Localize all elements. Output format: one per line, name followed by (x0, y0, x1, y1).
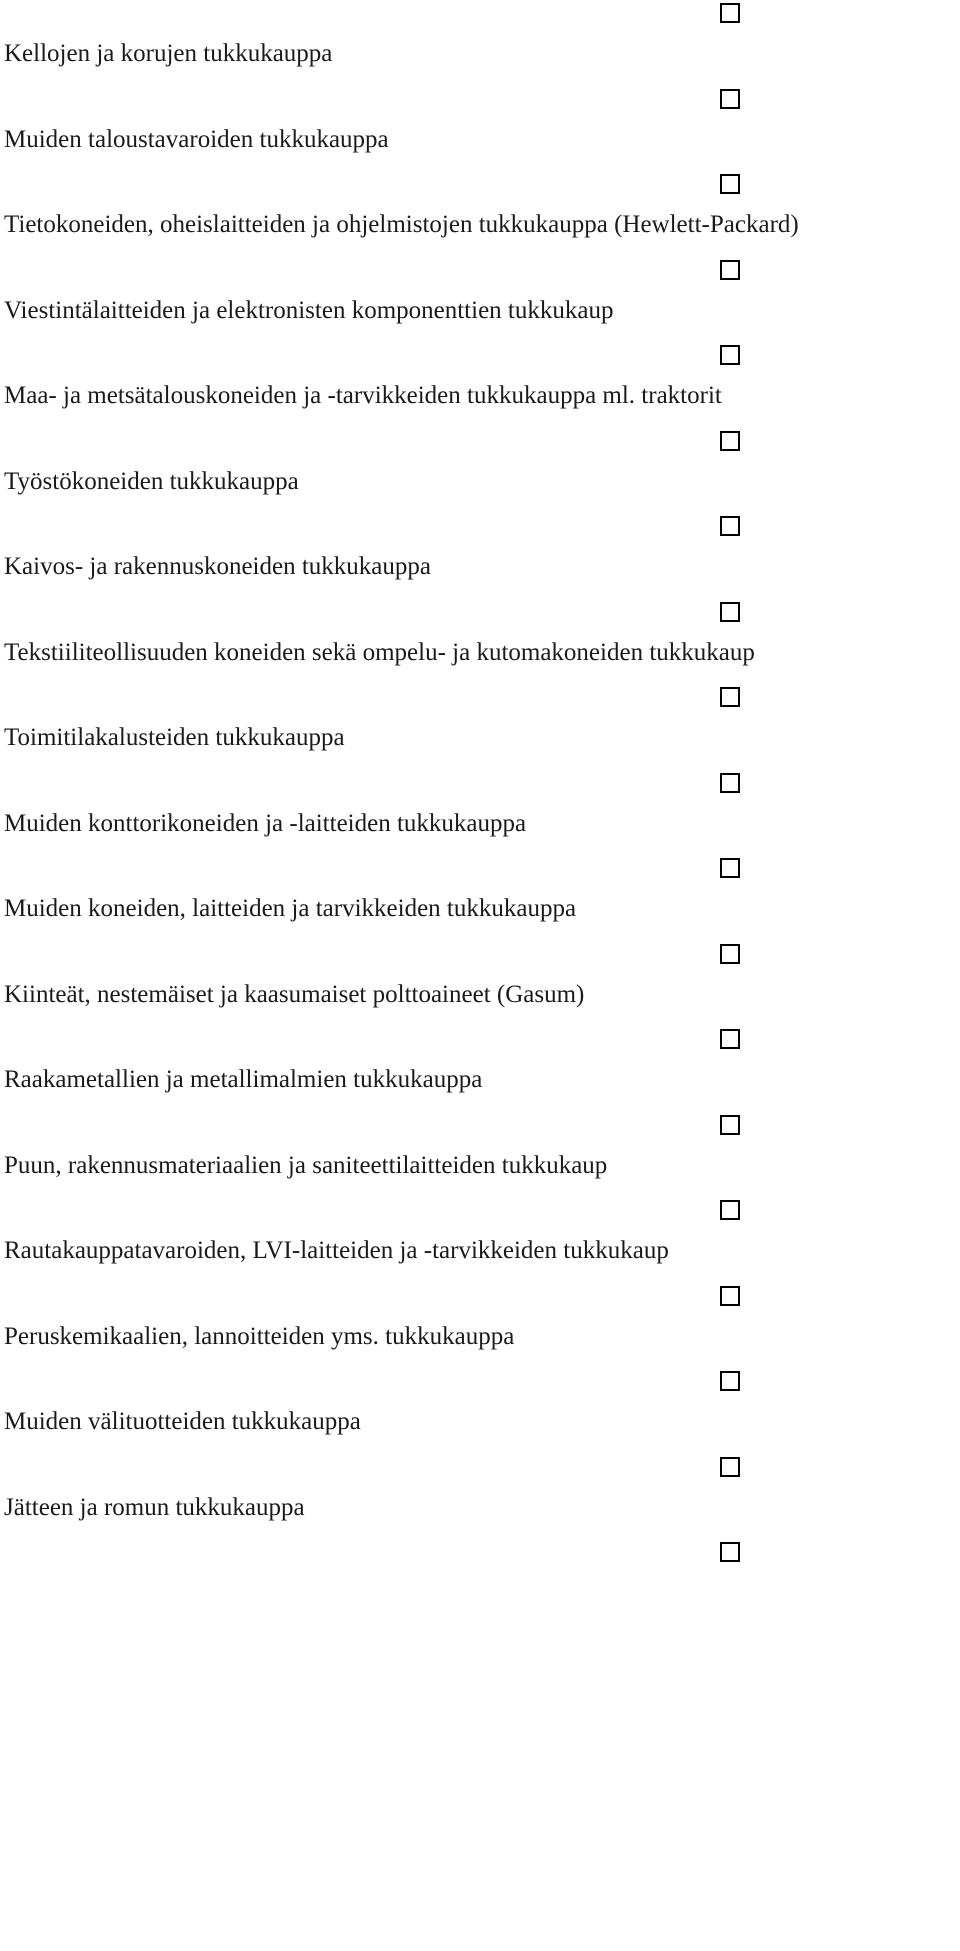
item-label: Raakametallien ja metallimalmien tukkukauppa (4, 1066, 483, 1093)
checkbox[interactable] (720, 944, 740, 964)
checkbox[interactable] (720, 1200, 740, 1220)
checkbox[interactable] (720, 1286, 740, 1306)
checkbox[interactable] (720, 3, 740, 23)
item-label: Rautakauppatavaroiden, LVI-laitteiden ja -tarvikkeiden tukkukaup (4, 1237, 669, 1264)
checkbox[interactable] (720, 1115, 740, 1135)
checkbox[interactable] (720, 260, 740, 280)
checkbox[interactable] (720, 345, 740, 365)
checkbox[interactable] (720, 1542, 740, 1562)
checkbox[interactable] (720, 602, 740, 622)
item-label: Maa- ja metsätalouskoneiden ja -tarvikkeiden tukkukauppa ml. traktorit (4, 382, 722, 409)
checkbox[interactable] (720, 1029, 740, 1049)
item-label: Puun, rakennusmateriaalien ja saniteettilaitteiden tukkukaup (4, 1152, 608, 1179)
checkbox[interactable] (720, 773, 740, 793)
item-label: Muiden konttorikoneiden ja -laitteiden tukkukauppa (4, 810, 527, 837)
checkbox[interactable] (720, 431, 740, 451)
item-label: Työstökoneiden tukkukauppa (4, 468, 299, 495)
item-label: Tekstiiliteollisuuden koneiden sekä ompelu- ja kutomakoneiden tukkukaup (4, 639, 755, 666)
item-label: Tietokoneiden, oheislaitteiden ja ohjelmistojen tukkukauppa (Hewlett-Packard) (4, 211, 799, 238)
item-label: Kiinteät, nestemäiset ja kaasumaiset polttoaineet (Gasum) (4, 981, 585, 1008)
item-label: Viestintälaitteiden ja elektronisten komponenttien tukkukaup (4, 297, 614, 324)
item-label: Kellojen ja korujen tukkukauppa (4, 40, 333, 67)
item-label: Jätteen ja romun tukkukauppa (4, 1494, 305, 1521)
item-label: Muiden koneiden, laitteiden ja tarvikkeiden tukkukauppa (4, 895, 577, 922)
item-label: Muiden taloustavaroiden tukkukauppa (4, 126, 389, 153)
checkbox[interactable] (720, 858, 740, 878)
item-label: Peruskemikaalien, lannoitteiden yms. tukkukauppa (4, 1323, 515, 1350)
item-label: Muiden välituotteiden tukkukauppa (4, 1408, 361, 1435)
item-label: Toimitilakalusteiden tukkukauppa (4, 724, 345, 751)
list-item (0, 1542, 960, 1649)
checkbox[interactable] (720, 174, 740, 194)
checkbox[interactable] (720, 516, 740, 536)
item-label: Kaivos- ja rakennuskoneiden tukkukauppa (4, 553, 431, 580)
checkbox[interactable] (720, 1371, 740, 1391)
checkbox[interactable] (720, 1457, 740, 1477)
checkbox[interactable] (720, 687, 740, 707)
checkbox[interactable] (720, 89, 740, 109)
